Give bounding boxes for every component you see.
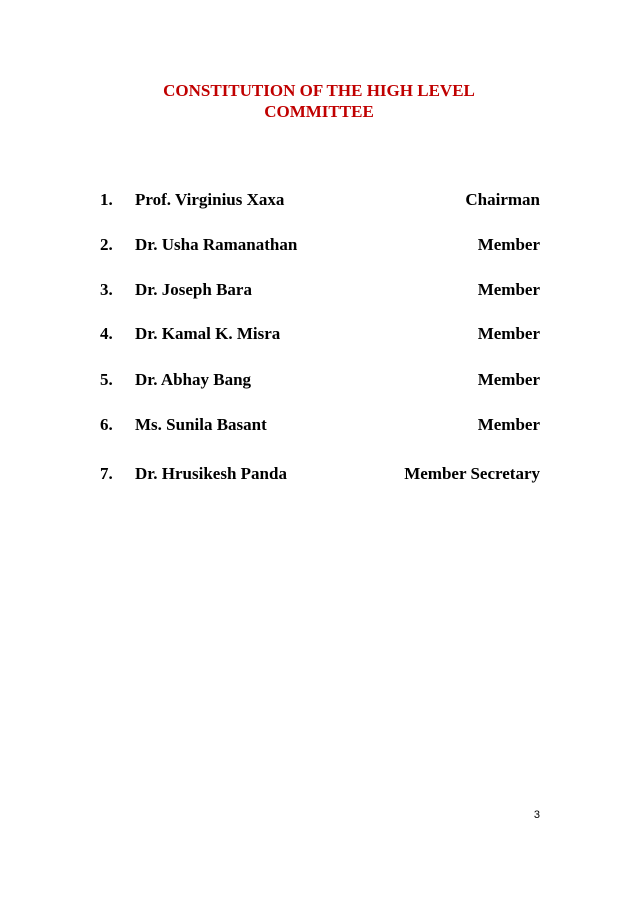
member-name: Dr. Usha Ramanathan bbox=[135, 235, 298, 254]
member-role: Member bbox=[477, 324, 540, 343]
member-row-3 bbox=[100, 279, 540, 301]
member-row-6 bbox=[100, 414, 540, 436]
member-role: Member Secretary bbox=[404, 464, 540, 483]
member-row-2 bbox=[100, 234, 540, 256]
member-name: Ms. Sunila Basant bbox=[135, 415, 267, 434]
member-name: Dr. Hrusikesh Panda bbox=[135, 464, 287, 483]
member-number: 3. bbox=[100, 280, 113, 299]
member-name: Dr. Joseph Bara bbox=[135, 280, 252, 299]
member-number: 1. bbox=[100, 190, 113, 209]
page-title-line-2: COMMITTEE bbox=[264, 102, 374, 121]
member-number: 6. bbox=[100, 415, 113, 434]
member-role: Chairman bbox=[465, 190, 540, 209]
member-role: Member bbox=[477, 415, 540, 434]
member-role: Member bbox=[477, 370, 540, 389]
member-name: Dr. Abhay Bang bbox=[135, 370, 252, 389]
page-number: 3 bbox=[533, 809, 540, 821]
member-number: 4. bbox=[100, 324, 113, 343]
member-name: Dr. Kamal K. Misra bbox=[135, 324, 281, 343]
member-name: Prof. Virginius Xaxa bbox=[135, 190, 285, 209]
member-number: 5. bbox=[100, 370, 113, 389]
member-row-4 bbox=[100, 323, 540, 345]
member-row-7 bbox=[100, 463, 540, 485]
member-role: Member bbox=[477, 235, 540, 254]
member-number: 2. bbox=[100, 235, 113, 254]
member-row-5 bbox=[100, 369, 540, 391]
member-number: 7. bbox=[100, 464, 113, 483]
page-title-line-1: CONSTITUTION OF THE HIGH LEVEL bbox=[163, 81, 475, 100]
member-role: Member bbox=[477, 280, 540, 299]
member-row-1 bbox=[100, 189, 540, 211]
